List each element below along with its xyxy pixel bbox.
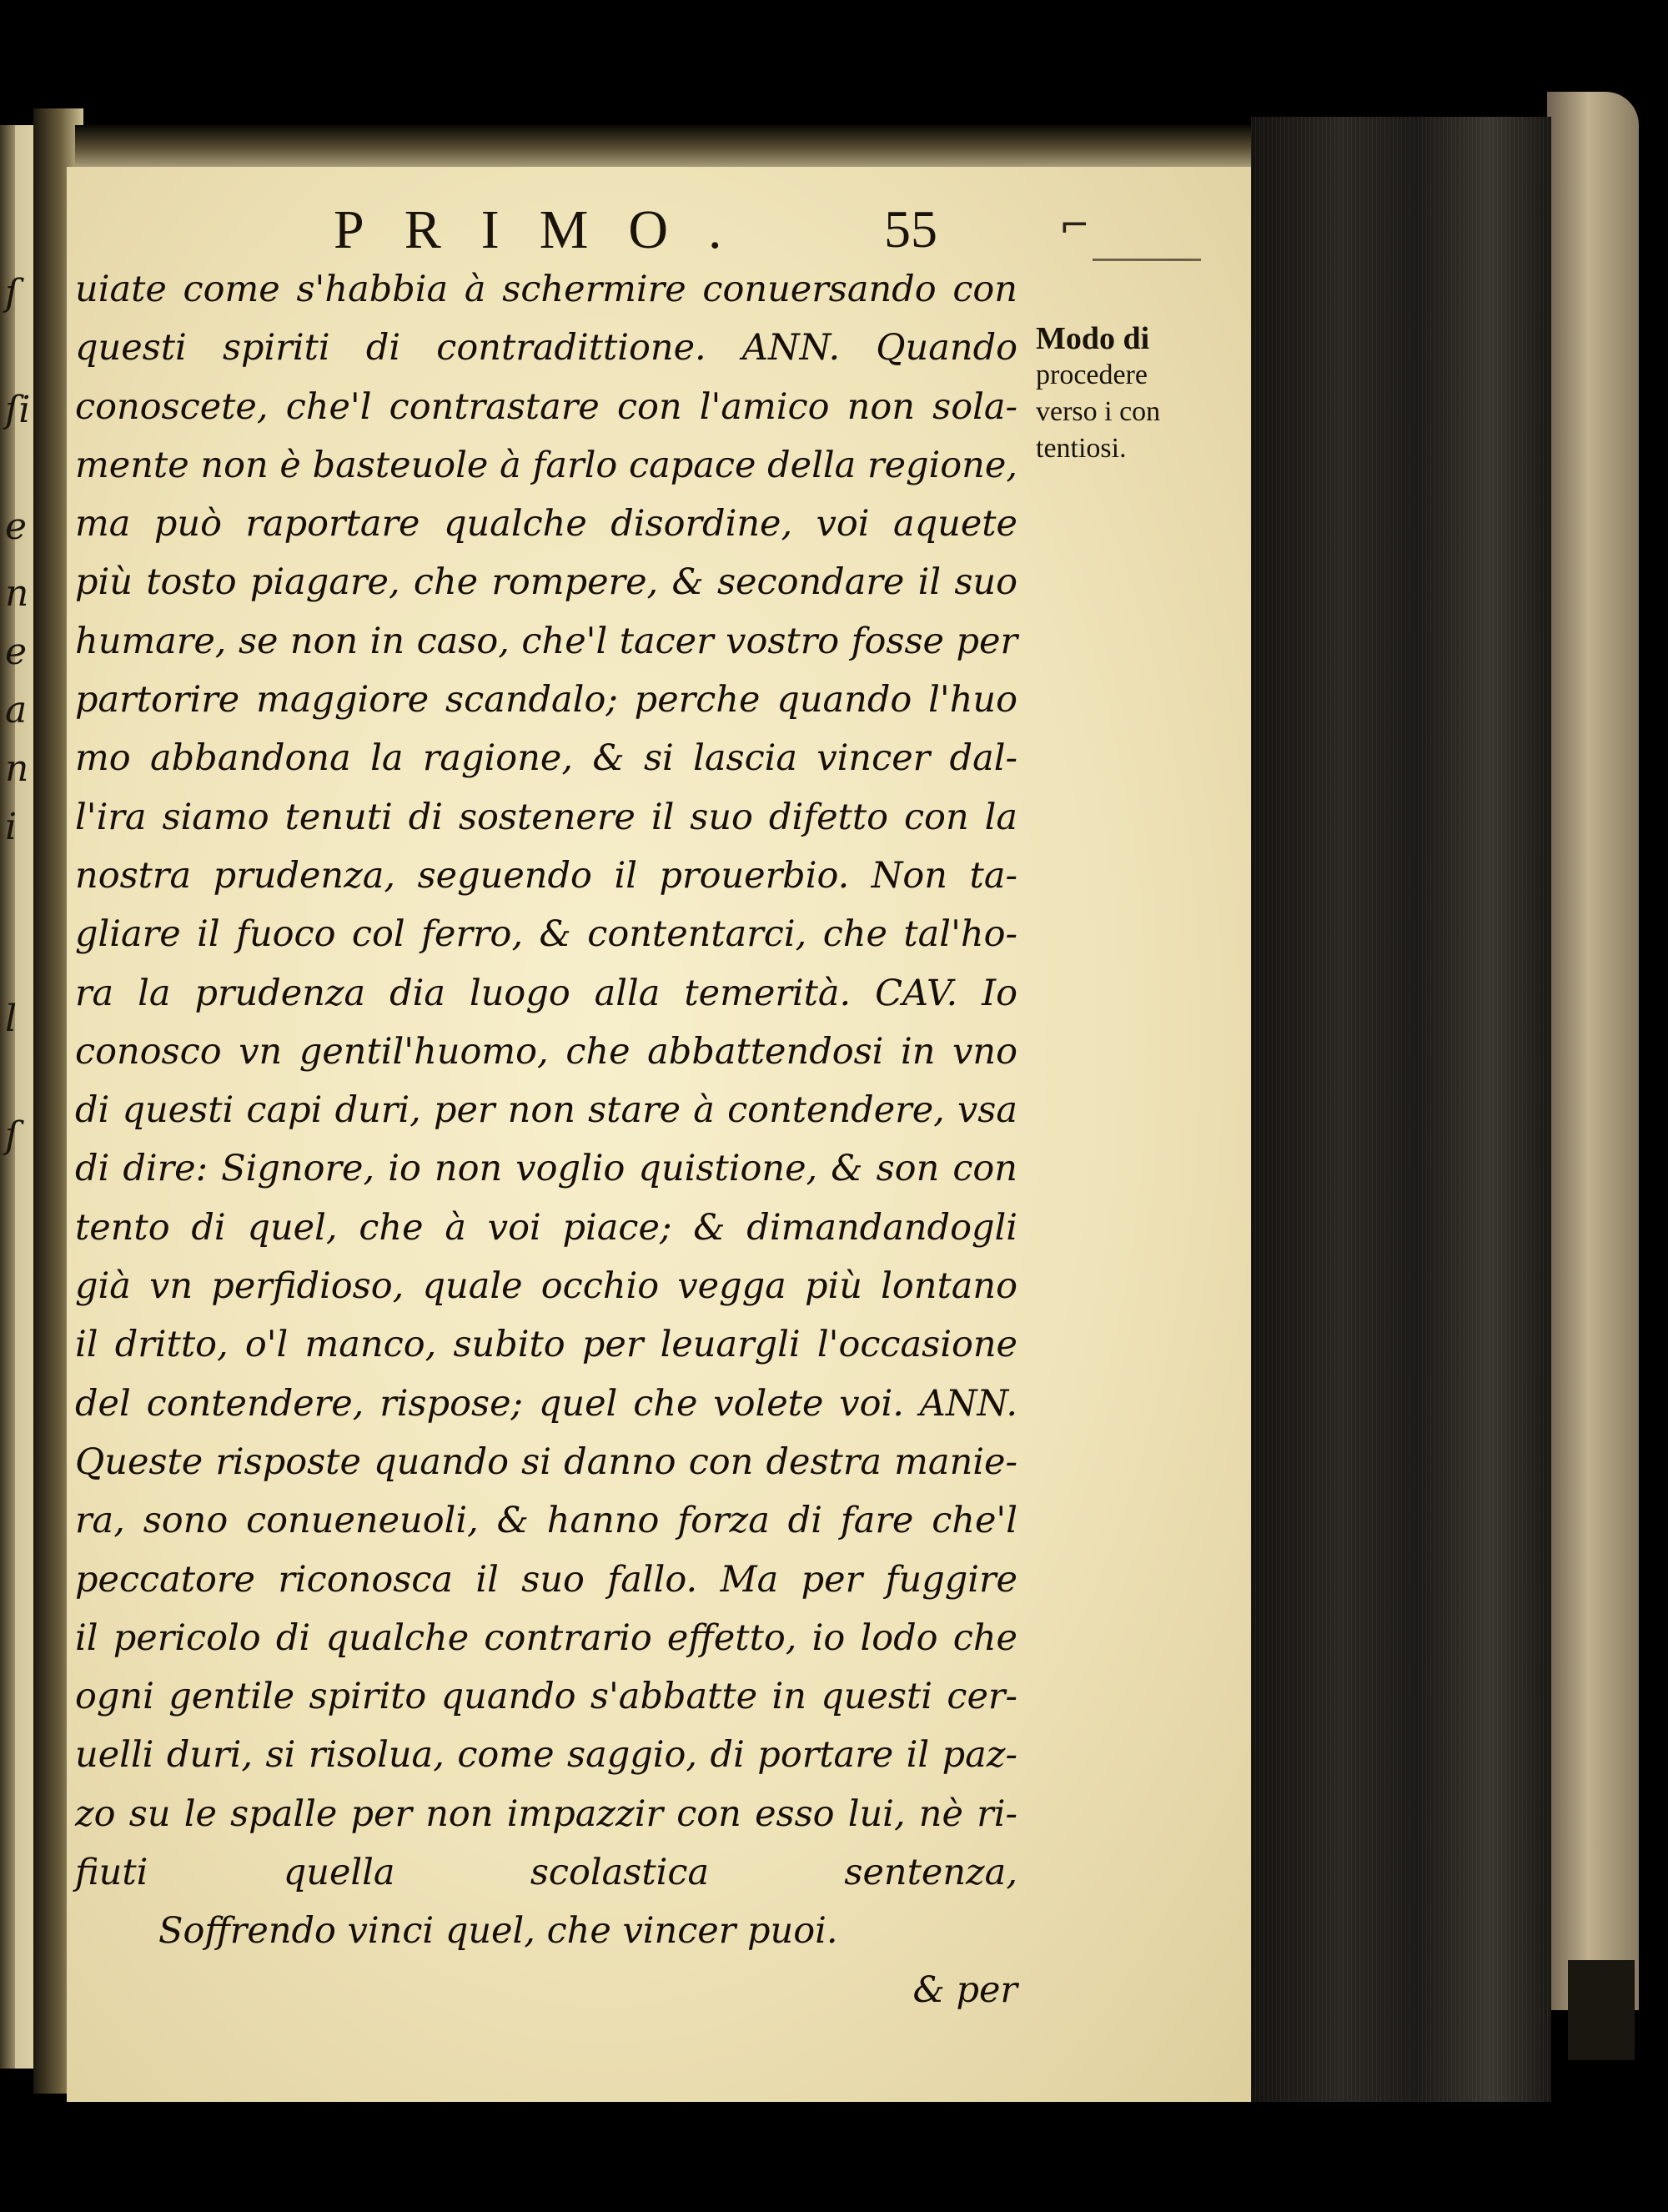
text-line: Queste risposte quando si danno con destra manie- <box>75 1440 1017 1483</box>
left-page-letter: a <box>5 689 28 731</box>
text-line: mente non è basteuole à farlo capace della regione, <box>75 444 1017 486</box>
text-line: uelli duri, si risolua, come saggio, di portare il paz- <box>75 1734 1017 1777</box>
catchword: & per <box>912 1968 1017 2011</box>
text-line: ogni gentile spirito quando s'abbatte in questi cer- <box>75 1676 1017 1718</box>
running-title: PRIMO. <box>334 199 762 260</box>
text-line: partorire maggiore scandalo; perche quando l'huo <box>75 679 1017 721</box>
left-page-letter: ſi <box>5 389 31 431</box>
running-header <box>334 199 967 262</box>
text-line: uiate come s'habbia à schermire conuersando con <box>75 269 1017 310</box>
fore-edge-texture <box>1251 117 1551 2102</box>
left-page-letter: e <box>5 505 28 548</box>
text-line: zo su le spalle per non impazzir con esso lui, nè ri- <box>75 1792 1017 1835</box>
text-line: più tosto piagare, che rompere, & secondare il suo <box>75 561 1017 604</box>
text-line: peccatore riconosca il suo fallo. Ma per fuggire <box>75 1558 1017 1601</box>
corner-mark: ⌐ <box>1059 204 1090 247</box>
text-line: del contendere, rispose; quel che volete voi. ANN. <box>75 1382 1017 1425</box>
marginal-note-line: tentiosi. <box>1036 433 1127 464</box>
left-page-letter: i <box>5 806 18 848</box>
text-line: ma può raportare qualche disordine, voi aquete <box>75 503 1017 545</box>
text-line: tento di quel, che à voi piace; & dimandandogli <box>75 1206 1017 1249</box>
page-number: 55 <box>884 199 937 259</box>
margin-rule <box>1093 259 1201 261</box>
text-line: già vn perfidioso, quale occhio vegga più lontano <box>75 1265 1017 1308</box>
marginal-note <box>1036 320 1211 467</box>
text-line: l'ira siamo tenuti di sostenere il suo difetto con la <box>75 796 1017 838</box>
text-line: nostra prudenza, seguendo il prouerbio. Non ta- <box>75 854 1017 897</box>
text-line: humare, se non in caso, che'l tacer vostro fosse per <box>75 620 1017 662</box>
body-text <box>75 260 1017 2019</box>
marginal-note-line: verso i con <box>1036 396 1161 427</box>
left-page-letter: n <box>5 747 29 790</box>
marginal-note-line: Modo di <box>1036 321 1150 356</box>
text-line: fiuti quella scolastica sentenza, <box>75 1852 1017 1894</box>
text-line: conoscete, che'l contrastare con l'amico non sola- <box>75 385 1017 428</box>
book-cover-board <box>1547 92 1639 2010</box>
marginal-note-line: procedere <box>1036 359 1148 390</box>
text-line: conosco vn gentil'huomo, che abbattendosi in vno <box>75 1030 1017 1073</box>
left-page-letter: n <box>5 572 29 615</box>
left-page-letter: ſ <box>5 1114 19 1157</box>
text-line: ra, sono conueneuoli, & hanno forza di fare che'l <box>75 1500 1017 1542</box>
left-page-letter: e <box>5 631 28 673</box>
cover-shadow <box>1568 1960 1635 2060</box>
text-line: ra la prudenza dia luogo alla temerità. CAV. Io <box>75 972 1017 1014</box>
text-line: di questi capi duri, per non stare à contendere, vsa <box>75 1089 1017 1132</box>
left-page-letter: l <box>5 998 18 1040</box>
left-page-letter: ſ <box>5 272 19 314</box>
text-line: di dire: Signore, io non voglio quistione, & son con <box>75 1148 1017 1190</box>
text-line: il dritto, o'l manco, subito per leuargli l'occasione <box>75 1324 1017 1366</box>
verse-line: Soffrendo vinci quel, che vincer puoi. <box>158 1910 838 1953</box>
text-line: mo abbandona la ragione, & si lascia vincer dal- <box>75 737 1017 780</box>
text-line: questi spiriti di contradittione. ANN. Quando <box>75 327 1017 370</box>
text-line: gliare il fuoco col ferro, & contentarci, che tal'ho- <box>75 913 1017 956</box>
text-line: il pericolo di qualche contrario effetto, io lodo che <box>75 1616 1017 1659</box>
